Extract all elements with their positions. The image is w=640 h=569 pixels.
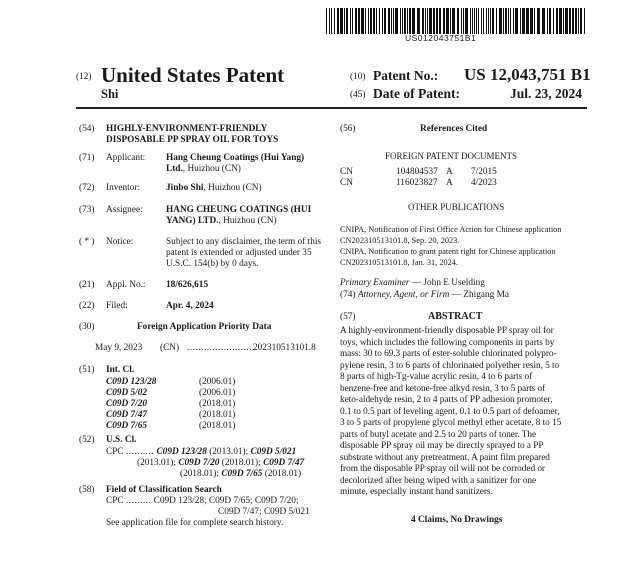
barcode-bar <box>400 8 401 34</box>
barcode-bar <box>382 8 383 34</box>
barcode-bar <box>436 8 438 34</box>
barcode-bar <box>584 8 585 34</box>
fpd-number: 104804537 <box>396 167 438 177</box>
barcode-bar <box>329 8 330 34</box>
barcode-bar <box>463 8 464 34</box>
barcode-bar <box>446 8 449 34</box>
notice-label: Notice: <box>106 237 134 247</box>
barcode-bar <box>358 8 360 34</box>
abstract-line: 8 parts of high-Tg-value acrylic resin, 4 to 6 parts of <box>340 372 533 382</box>
applicant-code: (71) <box>79 153 95 163</box>
barcode-bar <box>422 8 424 34</box>
barcode-bar <box>503 8 504 34</box>
intcl-class: C09D 7/47 <box>106 410 148 420</box>
barcode-bar <box>373 8 375 34</box>
examiner-name: — John E Uselding <box>411 278 485 288</box>
filed-label: Filed: <box>106 301 128 311</box>
barcode-bar <box>393 8 394 34</box>
abstract-body <box>340 326 583 499</box>
cpc-line-2 <box>137 458 304 470</box>
foreign-number: 202310513101.8 <box>253 343 316 353</box>
field-dots: ......... <box>125 496 152 506</box>
foreign-code: (30) <box>79 322 95 332</box>
applicant-name-cont: Ltd. <box>166 164 183 174</box>
cpc-dots: .......... <box>125 447 155 457</box>
barcode-bar <box>417 8 420 34</box>
patent-number-label: Patent No.: <box>373 68 439 83</box>
barcode-bar <box>565 8 568 34</box>
cpc-line-1 <box>106 447 296 459</box>
barcode-bar <box>433 8 435 34</box>
assignee-name: HANG CHEUNG COATINGS (HUI <box>166 205 312 215</box>
inventor-entry <box>166 183 262 195</box>
barcode-bar <box>537 8 540 34</box>
barcode-bar <box>569 8 571 34</box>
barcode-bar <box>505 8 507 34</box>
fpd-kind: A <box>446 178 453 188</box>
barcode-bar <box>476 8 477 34</box>
attorney-label: Attorney, Agent, or Firm <box>357 290 450 300</box>
intcl-version: (2006.01) <box>199 388 236 398</box>
applicant-label: Applicant: <box>106 153 146 163</box>
barcode-bar <box>407 8 408 34</box>
uscl-label: U.S. Cl. <box>106 435 137 445</box>
abstract-line: disposable PP spray oil may be directly sprayed to a PP <box>340 441 544 451</box>
intcl-code: (51) <box>79 365 95 375</box>
foreign-country: (CN) <box>160 343 180 353</box>
code-10: (10) <box>350 72 366 82</box>
barcode-bar <box>513 8 514 34</box>
assignee-label: Assignee: <box>106 205 143 215</box>
filed-date: Apr. 4, 2024 <box>166 301 214 311</box>
barcode-bar <box>534 8 535 34</box>
applicant-location <box>166 164 241 176</box>
intcl-class: C09D 7/65 <box>106 421 148 431</box>
cpc-version: (2013.01); <box>137 458 176 468</box>
title-line-1: HIGHLY-ENVIRONMENT-FRIENDLY <box>106 124 268 134</box>
field-cpc-label: CPC <box>106 496 124 506</box>
barcode-bar <box>572 8 574 34</box>
barcode-bar <box>395 8 398 34</box>
examiner-label: Primary Examiner <box>340 278 410 288</box>
assignee-name-cont: YANG) LTD. <box>166 216 219 226</box>
intcl-class: C09D 7/20 <box>106 399 148 409</box>
abstract-line: benzene-free and ketone-free alkyd resin, 3 to 5 parts of <box>340 383 546 394</box>
cpc-label: CPC <box>106 447 124 457</box>
barcode <box>326 8 588 34</box>
filed-code: (22) <box>79 301 95 311</box>
barcode-bar <box>388 8 390 34</box>
barcode-bar <box>488 8 489 34</box>
primary-examiner <box>340 278 485 290</box>
barcode-bar <box>384 8 386 34</box>
assignee-code: (73) <box>79 205 95 215</box>
field-line-1 <box>106 496 299 508</box>
applicant-city: , Huizhou (CN) <box>182 164 241 174</box>
date-of-patent-label: Date of Patent: <box>373 86 460 101</box>
barcode-bar <box>492 8 494 34</box>
barcode-bar <box>340 8 343 34</box>
intcl-label: Int. Cl. <box>106 365 135 375</box>
field-code: (58) <box>79 485 95 495</box>
barcode-bar <box>520 8 521 34</box>
barcode-bar <box>439 8 441 34</box>
other-pub-2-line-1: CNIPA, Notification to grant patent right for Chinese application <box>340 247 556 256</box>
fpd-kind: A <box>446 167 453 177</box>
barcode-bar <box>472 8 473 34</box>
inventor-city: , Huizhou (CN) <box>203 183 262 193</box>
other-publications-heading: OTHER PUBLICATIONS <box>408 202 505 212</box>
notice-line-2: patent is extended or adjusted under 35 <box>166 248 312 258</box>
cpc-class: C09D 7/65 <box>221 469 263 479</box>
barcode-bar <box>355 8 357 34</box>
cpc-class: C09D 7/47 <box>263 458 305 468</box>
assignee-location <box>166 216 277 228</box>
barcode-bar <box>580 8 582 34</box>
barcode-bar <box>368 8 369 34</box>
see-application-note: See application file for complete search history. <box>106 518 284 528</box>
references-cited-heading: References Cited <box>420 124 488 134</box>
document-type: United States Patent <box>101 63 285 87</box>
intcl-class: C09D 5/02 <box>106 388 148 398</box>
inventor-code: (72) <box>79 183 95 193</box>
barcode-bar <box>379 8 380 34</box>
barcode-bar <box>409 8 411 34</box>
abstract-heading: ABSTRACT <box>428 311 483 322</box>
barcode-bar <box>478 8 479 34</box>
inventor-surname: Shi <box>101 87 119 101</box>
barcode-bar <box>481 8 482 34</box>
barcode-bar <box>331 8 332 34</box>
title-line-2: DISPOSABLE PP SPRAY OIL FOR TOYS <box>106 135 279 145</box>
barcode-bar <box>508 8 509 34</box>
barcode-bar <box>350 8 351 34</box>
barcode-bar <box>337 8 339 34</box>
barcode-bar <box>365 8 366 34</box>
barcode-bar <box>483 8 484 34</box>
abstract-line: parts of butyl acetate and 2.5 to 20 parts of toner. The <box>340 429 537 440</box>
barcode-bar <box>542 8 545 34</box>
cpc-class: C09D 123/28 <box>156 447 207 457</box>
intcl-version: (2018.01) <box>199 399 236 409</box>
field-classes: C09D 123/28; C09D 7/65; C09D 7/20; <box>153 496 299 506</box>
barcode-bar <box>370 8 372 34</box>
attorney-line <box>340 290 509 302</box>
barcode-bar <box>559 8 562 34</box>
barcode-bar <box>465 8 468 34</box>
abstract-line: from the disposable PP spray oil will not be corroded or <box>340 464 545 474</box>
title-code: (54) <box>79 124 95 134</box>
cpc-class: C09D 5/021 <box>250 447 297 457</box>
barcode-bar <box>412 8 415 34</box>
barcode-bar <box>346 8 348 34</box>
barcode-bar <box>344 8 345 34</box>
barcode-bar <box>425 8 426 34</box>
fpd-number: 116023827 <box>396 178 438 188</box>
intcl-class: C09D 123/28 <box>106 377 157 387</box>
abstract-code: (57) <box>340 312 356 322</box>
barcode-bar <box>443 8 445 34</box>
barcode-bar <box>470 8 471 34</box>
notice-line-1: Subject to any disclaimer, the term of this <box>166 237 322 247</box>
barcode-bar <box>402 8 403 34</box>
abstract-line: A highly-environment-friendly disposable PP spray oil for <box>340 326 554 336</box>
abstract-line: 3 to 5 parts of propylene glycol methyl ether acetate, 8 to 15 <box>340 418 562 428</box>
intcl-version: (2006.01) <box>199 377 236 387</box>
abstract-line: decolorized after being wiped with a sanitizer for one <box>340 475 537 486</box>
code-12: (12) <box>76 72 92 82</box>
cpc-version: (2018.01) <box>264 469 302 479</box>
date-of-patent: Jul. 23, 2024 <box>510 86 583 101</box>
barcode-bar <box>578 8 579 34</box>
barcode-bar <box>556 8 558 34</box>
barcode-bar <box>549 8 551 34</box>
barcode-bar <box>563 8 564 34</box>
notice-line-3: U.S.C. 154(b) by 0 days. <box>166 259 259 269</box>
barcode-number: US012043751B1 <box>405 33 477 43</box>
barcode-bar <box>490 8 491 34</box>
uscl-code: (52) <box>79 435 95 445</box>
foreign-dots: ........................ <box>187 343 255 353</box>
other-pub-1-line-2: CN202310513101.8, Sep. 20, 2023. <box>340 236 460 245</box>
barcode-bar <box>376 8 377 34</box>
barcode-bar <box>404 8 406 34</box>
code-45: (45) <box>350 90 366 100</box>
barcode-bar <box>486 8 487 34</box>
foreign-priority-heading: Foreign Application Priority Data <box>137 322 272 332</box>
barcode-bar <box>499 8 502 34</box>
barcode-bar <box>452 8 455 34</box>
attorney-name: — Zhigang Ma <box>451 290 509 300</box>
abstract-line: minute, especially instant hand sanitizers. <box>340 487 493 497</box>
assignee-city: , Huizhou (CN) <box>218 216 277 226</box>
claims-summary: 4 Claims, No Drawings <box>411 515 503 525</box>
barcode-bar <box>575 8 577 34</box>
appl-code: (21) <box>79 280 95 290</box>
header-rule <box>76 107 587 109</box>
barcode-graphic <box>326 8 588 34</box>
barcode-bar <box>510 8 511 34</box>
fpd-date: 7/2015 <box>471 167 497 177</box>
inventor-name: Jinbo Shi <box>166 183 204 193</box>
barcode-bar <box>334 8 335 34</box>
abstract-line: 0.1 to 0.5 part of leveling agent, 0.1 to 0.5 part of defoamer, <box>340 406 560 417</box>
foreign-patent-docs-heading: FOREIGN PATENT DOCUMENTS <box>385 151 518 161</box>
barcode-bar <box>522 8 525 34</box>
barcode-bar <box>526 8 529 34</box>
barcode-bar <box>361 8 364 34</box>
abstract-line: substrate without any pretreatment. A paint film prepared <box>340 452 550 463</box>
barcode-bar <box>515 8 518 34</box>
foreign-date: May 9, 2023 <box>95 343 143 353</box>
intcl-version: (2018.01) <box>199 410 236 420</box>
patent-number: US 12,043,751 B1 <box>464 65 591 84</box>
barcode-bar <box>326 8 327 34</box>
cpc-version: (2013.01); <box>209 447 249 457</box>
barcode-bar <box>457 8 459 34</box>
inventor-label: Inventor: <box>106 183 141 193</box>
barcode-bar <box>553 8 554 34</box>
cpc-version: (2018.01); <box>180 469 219 479</box>
other-pub-1-line-1: CNIPA, Notification of First Office Action for Chinese application <box>340 225 562 234</box>
field-search-label: Field of Classification Search <box>106 485 222 495</box>
fpd-country: CN <box>340 178 353 188</box>
fpd-date: 4/2023 <box>471 178 497 188</box>
barcode-bar <box>461 8 462 34</box>
other-pub-2-line-2: CN202310513101.8, Jan. 31, 2024. <box>340 258 458 267</box>
attorney-code: (74) <box>340 290 356 300</box>
barcode-bar <box>352 8 353 34</box>
appl-no: 18/626,615 <box>166 280 209 290</box>
barcode-bar <box>429 8 432 34</box>
fpd-country: CN <box>340 167 353 177</box>
refs-code: (56) <box>340 124 356 134</box>
barcode-bar <box>450 8 451 34</box>
intcl-version: (2018.01) <box>199 421 236 431</box>
field-line-2: C09D 7/47; C09D 5/021 <box>218 507 310 517</box>
barcode-bar <box>391 8 392 34</box>
abstract-line: keto-aldehyde resin, 2 to 4 parts of PP adhesion promoter, <box>340 395 553 405</box>
barcode-bar <box>474 8 475 34</box>
abstract-line: pylene resin, 3 to 6 parts of chlorinated polyether resin, 5 to <box>340 360 560 371</box>
barcode-bar <box>496 8 497 34</box>
abstract-line: toys, which includes the following components in parts by <box>340 337 555 348</box>
appl-no-label: Appl. No.: <box>106 280 146 290</box>
barcode-bar <box>547 8 548 34</box>
cpc-version: (2018.01); <box>221 458 261 468</box>
cpc-line-3 <box>180 469 301 481</box>
barcode-bar <box>530 8 533 34</box>
cpc-class: C09D 7/20 <box>178 458 220 468</box>
notice-code: ( * ) <box>79 237 95 247</box>
abstract-line: mass: 30 to 69.3 parts of ester-soluble chlorinated polypro- <box>340 349 557 359</box>
barcode-bar <box>427 8 428 34</box>
applicant-name: Hang Cheung Coatings (Hui Yang) <box>166 153 305 163</box>
